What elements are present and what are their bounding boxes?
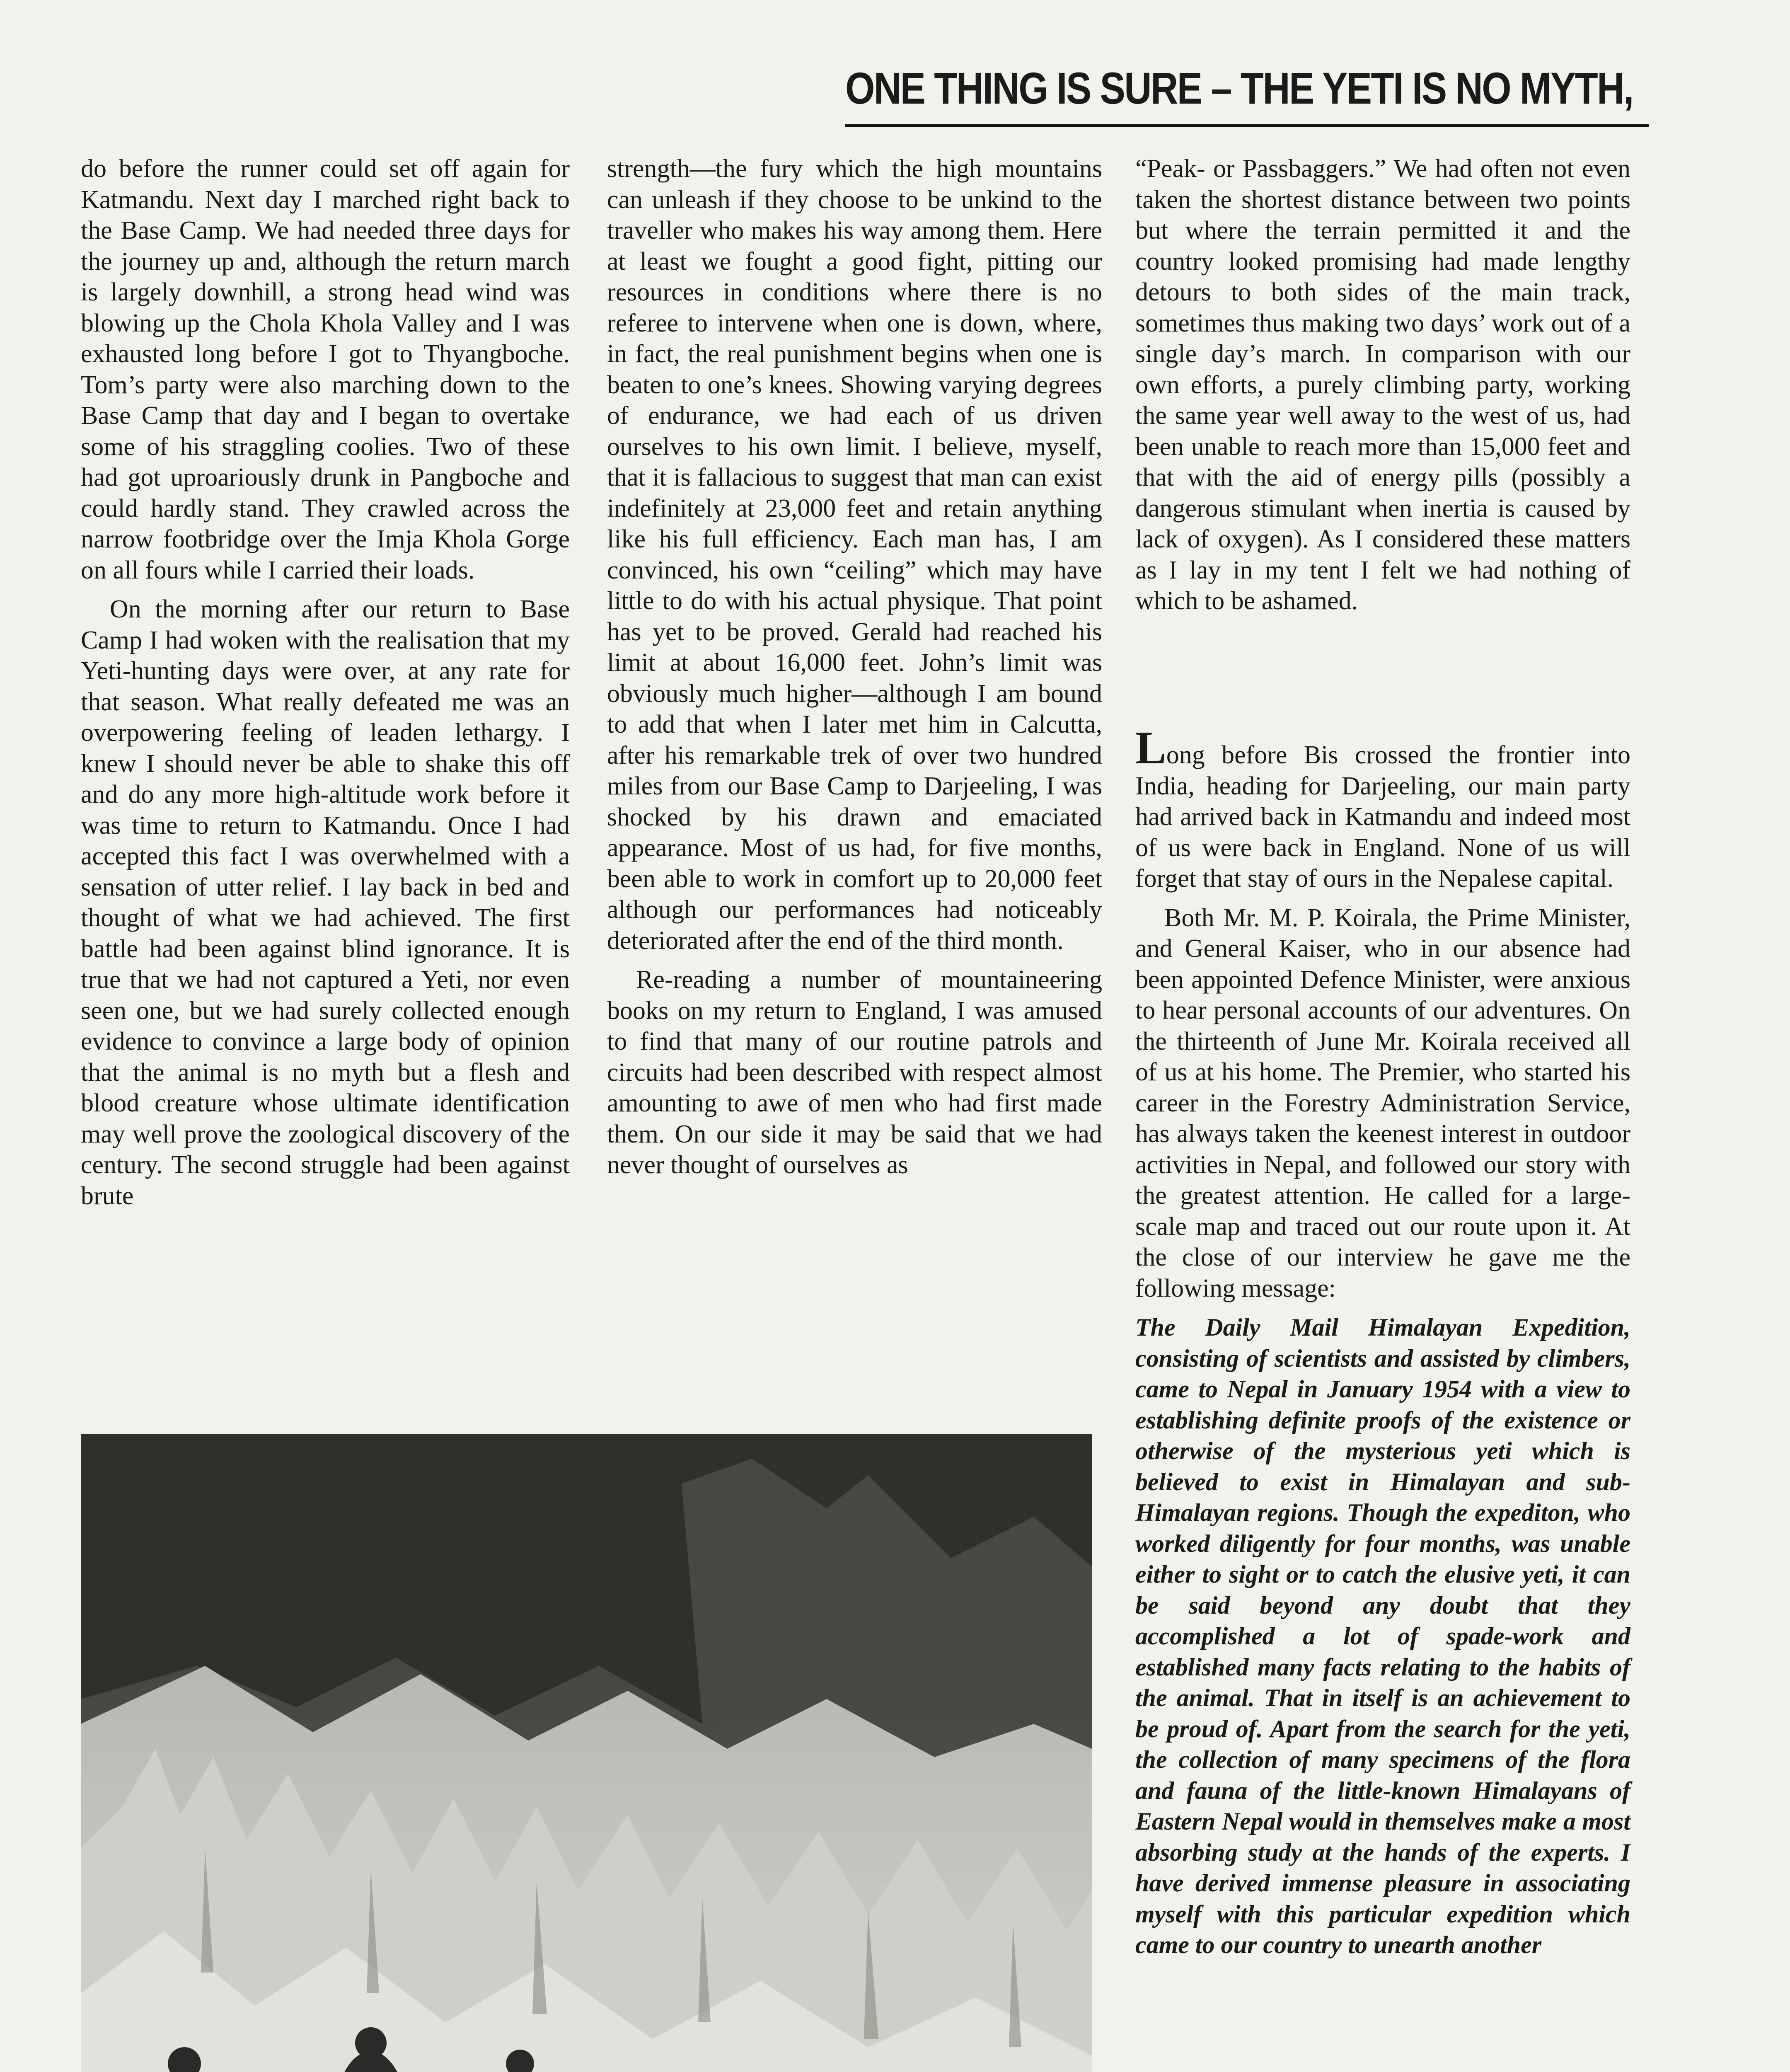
prime-minister-message: The Daily Mail Himalayan Expedition, consisting of scientists and assisted by climbers, came to Nepal in January 1954 with a view to establishing definite proofs of the existence or otherwise of the mysterious yeti which is believed to exist in Himalayan and sub-Himalayan regions. Though the expediton, who worked diligently for four months, was unable either to sight or to catch the elusive yeti, it can be said beyond any doubt that they accomplished a lot of spade-work and established many facts relating to the habits of the animal. That in itself is an achievement to be proud of. Apart from the search for the yeti, the collection of many specimens of the flora and fauna of the little-known Himalayans of Eastern Nepal would in themselves make a most absorbing study at the hands of the experts. I have derived immense pleasure in associating myself with this particular expedition which came to our country to unearth another xyxy=(1135,1314,1630,1958)
paragraph: “Peak- or Passbaggers.” We had often not even taken the shortest distance between two points but where the terrain permitted it and the country looked promising had made lengthy detours to both sides of the main track, sometimes thus making two days’ work out of a single day’s march. In comparison with our own efforts, a purely climbing party, working the same year well away to the west of us, had been unable to reach more than 15,000 feet and that with the aid of energy pills (possibly a dangerous stimulant when inertia is caused by lack of oxygen). As I considered these matters as I lay in my tent I felt we had nothing of which to be ashamed. xyxy=(1135,155,1630,615)
section-opening-paragraph xyxy=(1135,722,1630,894)
paragraph: Both Mr. M. P. Koirala, the Prime Minister, and General Kaiser, who in our absence had been appointed Defence Minister, were anxious to hear personal accounts of our adventures. On the thirteenth of June Mr. Koirala received all of us at his home. The Premier, who started his career in the Forestry Administration Service, has always taken the keenest interest in outdoor activities in Nepal, and followed our story with the greatest attention. He called for a large-scale map and traced out our route upon it. At the close of our interview he gave me the following message: xyxy=(1135,903,1630,1302)
text-column-1 xyxy=(81,153,570,1211)
text-column-3-section xyxy=(1135,722,1630,1961)
headline-rule xyxy=(845,124,1649,127)
paragraph: strength—the fury which the high mountains can unleash if they choose to be unkind to the traveller who makes his way among them. Here at least we fought a good fight, pitting our resources in conditions where there is no referee to intervene when one is down, where, in fact, the real punishment begins when one is beaten to one’s knees. Showing varying degrees of endurance, we had each of us driven ourselves to his own limit. I believe, myself, that it is fallacious to suggest that man can exist indefinitely at 23,000 feet and retain anything like his full efficiency. Each man has, I am convinced, his own “ceiling” which may have little to do with his actual physique. That point has yet to be proved. Gerald had reached his limit at about 16,000 feet. John’s limit was obviously much higher—although I am bound to add that when I later met him in Calcutta, after his remarkable trek of over two hundred miles from our Base Camp to Darjeeling, I was shocked by his drawn and emaciated appearance. Most of us had, for five months, been able to work in comfort up to 20,000 feet although our performances had noticeably deteriorated after the end of the third month. xyxy=(607,155,1102,955)
paragraph: On the morning after our return to Base Camp I had woken with the realisation that my Yeti-hunting days were over, at any rate for that season. What really defeated me was an overpowering feeling of leaden lethargy. I knew I should never be able to shake this off and do any more high-altitude work before it was time to return to Katmandu. Once I had accepted this fact I was overwhelmed with a sensation of utter relief. I lay back in bed and thought of what we had achieved. The first battle had been against blind ignorance. It is true that we had not captured a Yeti, nor even seen one, but we had surely collected enough evidence to convince a large body of opinion that the animal is no myth but a flesh and blood creature whose ultimate identification may well prove the zoological discovery of the century. The second struggle had been against brute xyxy=(81,595,570,1210)
article-headline: ONE THING IS SURE – THE YETI IS NO MYTH, xyxy=(845,63,1633,113)
drop-cap: L xyxy=(1135,722,1166,774)
text-column-2 xyxy=(607,153,1102,1181)
paragraph: Re-reading a number of mountaineering books on my return to England, I was amused to find that many of our routine patrols and circuits had been described with respect almost amounting to awe of men who had first made them. On our side it may be said that we had never thought of ourselves as xyxy=(607,966,1102,1179)
text-column-3 xyxy=(1135,153,1630,617)
glacier-photograph xyxy=(81,1434,1092,2072)
paragraph: do before the runner could set off again for Katmandu. Next day I marched right back to the Base Camp. We had needed three days for the journey up and, although the return march is largely downhill, a strong head wind was blowing up the Chola Khola Valley and I was exhausted long before I got to Thyangboche. Tom’s party were also marching down to the Base Camp that day and I began to overtake some of his straggling coolies. Two of these had got uproariously drunk in Pangboche and could hardly stand. They crawled across the narrow footbridge over the Imja Khola Gorge on all fours while I carried their loads. xyxy=(81,155,570,584)
paragraph-text: ong before Bis crossed the frontier into India, heading for Darjeeling, our main party had arrived back in Katmandu and indeed most of us were back in England. None of us will forget that stay of ours in the Nepalese capital. xyxy=(1135,741,1630,893)
